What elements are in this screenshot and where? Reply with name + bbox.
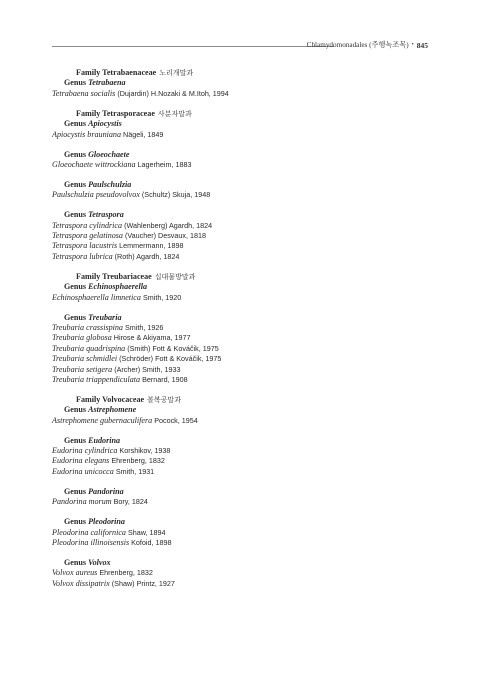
species-name: Tetraspora gelatinosa: [52, 231, 123, 241]
genus-label: Genus: [64, 405, 87, 415]
genus-name: Eudorina: [88, 435, 121, 445]
genus-heading: [52, 517, 432, 527]
species-author: Lagerheim, 1883: [137, 159, 192, 169]
running-title: Chlamydomonadales (주행녹조목): [306, 41, 409, 49]
species-author: Korshikov, 1938: [119, 446, 171, 456]
species-name: Treubaria globosa: [52, 333, 112, 343]
family-heading: [52, 395, 432, 405]
family-heading: [52, 109, 432, 119]
species-name: Pleodorina illinoisensis: [52, 538, 130, 547]
family-korean-name: 사분자말과: [157, 109, 192, 118]
species-entry: [52, 456, 432, 466]
genus-name: Tetrabaena: [88, 78, 126, 88]
species-entry: [52, 528, 432, 538]
family-name: Treubariaceae: [102, 271, 152, 281]
species-author: Kofoid, 1898: [131, 538, 172, 547]
genus-name: Treubaria: [88, 312, 122, 322]
genus-label: Genus: [64, 517, 87, 527]
species-name: Treubaria crassispina: [52, 322, 123, 332]
family-label: Family: [76, 108, 101, 118]
species-entry: [52, 89, 432, 99]
section-gap: [52, 140, 432, 150]
species-author: Bernard, 1908: [142, 374, 188, 384]
species-entry: [52, 375, 432, 385]
genus-label: Genus: [64, 486, 87, 496]
species-name: Treubaria triappendiculata: [52, 374, 141, 384]
species-author: (Smith) Fott & Kováčik, 1975: [127, 343, 219, 353]
species-name: Treubaria schmidlei: [52, 354, 118, 364]
family-name: Volvocaceae: [102, 394, 145, 404]
genus-heading: [52, 180, 432, 190]
species-name: Treubaria setigera: [52, 364, 113, 374]
species-entry: [52, 333, 432, 343]
section-gap: [52, 477, 432, 487]
genus-label: Genus: [64, 78, 87, 88]
species-author: Ehrenberg, 1832: [99, 568, 153, 578]
genus-label: Genus: [64, 119, 87, 129]
taxon-list: [52, 68, 432, 589]
section-gap: [52, 426, 432, 436]
species-author: (Archer) Smith, 1933: [114, 364, 181, 374]
species-entry: [52, 190, 432, 200]
family-korean-name: 노리개말과: [159, 69, 194, 77]
family-label: Family: [76, 271, 101, 281]
genus-name: Pandorina: [88, 486, 124, 496]
page-number: 845: [416, 40, 428, 50]
species-entry: [52, 221, 432, 231]
family-korean-name: 볼복공말과: [147, 395, 181, 404]
species-entry: [52, 568, 432, 578]
family-korean-name: 십대물방말과: [154, 272, 196, 281]
species-entry: [52, 365, 432, 375]
species-entry: [52, 130, 432, 140]
genus-heading: [52, 210, 432, 220]
species-author: (Dujardin) H.Nozaki & M.Itoh, 1994: [117, 88, 229, 98]
genus-heading: [52, 558, 432, 568]
species-entry: [52, 538, 432, 548]
species-name: Echinosphaerella limnetica: [52, 292, 141, 302]
species-name: Gloeochaete wittrockiana: [52, 159, 136, 169]
running-header: [307, 40, 428, 50]
species-entry: [52, 579, 432, 589]
species-entry: [52, 231, 432, 241]
species-name: Apiocystis brauniana: [52, 129, 122, 139]
family-label: Family: [76, 394, 101, 404]
species-entry: [52, 354, 432, 364]
species-entry: [52, 467, 432, 477]
species-author: (Vaucher) Desvaux, 1818: [124, 231, 206, 241]
section-gap: [52, 385, 432, 395]
genus-label: Genus: [64, 312, 87, 322]
genus-heading: [52, 150, 432, 160]
section-gap: [52, 303, 432, 313]
genus-heading: [52, 119, 432, 129]
family-heading: [52, 68, 432, 78]
species-name: Eudorina elegans: [52, 456, 110, 466]
species-author: Nägeli, 1849: [123, 129, 164, 139]
species-entry: [52, 416, 432, 426]
species-name: Tetraspora lacustris: [52, 241, 118, 251]
species-name: Pandorina morum: [52, 497, 112, 507]
section-gap: [52, 262, 432, 272]
species-name: Tetraspora lubrica: [52, 251, 113, 261]
species-entry: [52, 323, 432, 333]
species-author: Smith, 1931: [115, 466, 155, 476]
species-author: Hirose & Akiyama, 1977: [113, 333, 191, 343]
genus-label: Genus: [64, 557, 87, 567]
section-gap: [52, 201, 432, 211]
species-name: Volvox dissipatrix: [52, 578, 110, 588]
species-entry: [52, 160, 432, 170]
species-author: (Schröder) Fott & Kováčik, 1975: [119, 354, 222, 364]
genus-name: Volvox: [88, 557, 111, 567]
species-author: Shaw, 1894: [127, 527, 166, 537]
genus-label: Genus: [64, 282, 87, 292]
section-gap: [52, 170, 432, 180]
species-name: Treubaria quadrispina: [52, 343, 126, 353]
species-entry: [52, 241, 432, 251]
species-name: Paulschulzia pseudovolvox: [52, 190, 140, 200]
family-label: Family: [76, 68, 101, 77]
species-name: Pleodorina californica: [52, 527, 126, 537]
species-entry: [52, 293, 432, 303]
species-name: Eudorina cylindrica: [52, 446, 118, 456]
species-author: Smith, 1920: [142, 292, 182, 302]
species-author: (Schultz) Skuja, 1948: [141, 190, 211, 200]
species-entry: [52, 252, 432, 262]
genus-name: Paulschulzia: [88, 179, 132, 189]
species-name: Eudorina unicocca: [52, 466, 114, 476]
header-separator: •: [411, 42, 414, 48]
genus-label: Genus: [64, 179, 87, 189]
family-heading: [52, 272, 432, 282]
species-author: (Wahlenberg) Agardh, 1824: [124, 220, 213, 230]
header-rule: [52, 46, 334, 47]
species-name: Astrephomene gubernaculifera: [52, 415, 153, 425]
family-name: Tetrasporaceae: [102, 108, 155, 118]
genus-name: Astrephomene: [88, 405, 137, 415]
section-gap: [52, 508, 432, 518]
species-author: Ehrenberg, 1832: [111, 456, 165, 466]
genus-name: Gloeochaete: [88, 149, 130, 159]
genus-label: Genus: [64, 210, 87, 220]
species-name: Tetraspora cylindrica: [52, 220, 123, 230]
species-author: Smith, 1926: [124, 322, 164, 332]
genus-label: Genus: [64, 435, 87, 445]
species-author: (Roth) Agardh, 1824: [114, 251, 180, 261]
genus-name: Tetraspora: [88, 210, 124, 220]
genus-name: Apiocystis: [88, 119, 122, 129]
genus-name: Echinosphaerella: [88, 282, 147, 292]
species-name: Tetrabaena socialis: [52, 88, 116, 98]
species-author: Lemmermann, 1898: [119, 241, 184, 251]
genus-name: Pleodorina: [88, 517, 125, 527]
species-author: Pocock, 1954: [154, 415, 198, 425]
genus-heading: [52, 487, 432, 497]
genus-heading: [52, 436, 432, 446]
genus-heading: [52, 405, 432, 415]
species-author: (Shaw) Printz, 1927: [111, 578, 175, 588]
species-entry: [52, 446, 432, 456]
species-entry: [52, 497, 432, 507]
genus-label: Genus: [64, 149, 87, 159]
species-author: Bory, 1824: [113, 497, 148, 507]
section-gap: [52, 99, 432, 109]
genus-heading: [52, 313, 432, 323]
species-entry: [52, 344, 432, 354]
section-gap: [52, 548, 432, 558]
species-name: Volvox aureus: [52, 568, 98, 578]
family-name: Tetrabaenaceae: [102, 68, 157, 77]
genus-heading: [52, 78, 432, 88]
genus-heading: [52, 282, 432, 292]
